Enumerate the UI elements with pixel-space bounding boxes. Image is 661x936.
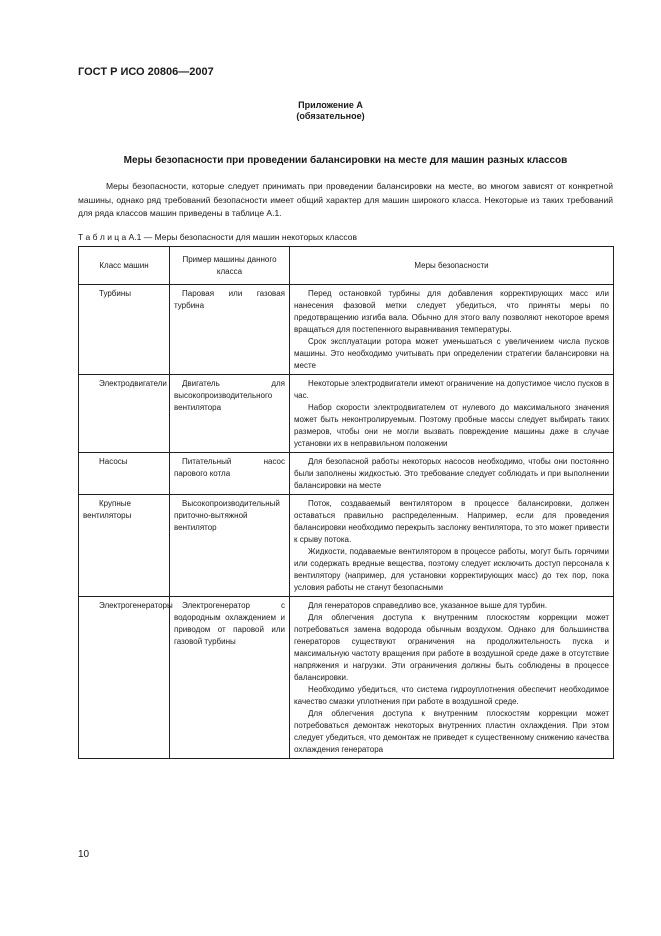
table-row — [79, 453, 614, 495]
table-header-row — [79, 247, 614, 285]
machine-class-cell: Электрогенераторы — [79, 597, 170, 759]
measure-paragraph: Некоторые электродвигатели имеют ограничение на допустимое число пусков в час. — [294, 379, 609, 400]
measure-paragraph: Для генераторов справедливо все, указанное выше для турбин. — [308, 601, 548, 610]
header-machine-example: Пример машины данного класса — [170, 247, 290, 285]
section-title: Меры безопасности при проведении балансировки на месте для машин разных классов — [123, 155, 568, 166]
safety-measures-cell — [290, 597, 614, 759]
machine-class-cell: Электродвигатели — [79, 375, 170, 453]
measure-paragraph: Набор скорости электродвигателем от нулевого до максимального значения может быть неконтролируемым. Поэтому пробные массы следует выбирать таких размеров, чтобы они не могли вызвать повреждение машины даже в случае установки их в неправильном положении — [294, 403, 609, 448]
machine-class-cell: Насосы — [79, 453, 170, 495]
safety-measures-cell — [290, 453, 614, 495]
measure-paragraph: Перед остановкой турбины для добавления корректирующих масс или нанесения фазовой метки следует убедиться, что приняты меры по предотвращению изгиба вала. Обычно для этого валу позволяют некоторое время вращаться для постепенного выравнивания температуры. — [294, 289, 609, 334]
table-row — [79, 597, 614, 759]
machine-example-cell: Паровая или газовая турбина — [170, 285, 290, 375]
table-row — [79, 285, 614, 375]
machine-example-cell: Электрогенератор с водородным охлаждением и приводом от паровой или газовой турбины — [170, 597, 290, 759]
measure-paragraph: Срок эксплуатации ротора может уменьшаться с увеличением числа пусков машины. Это необходимо учитывать при определении стратегии балансировки на месте — [294, 337, 609, 370]
measure-paragraph: Для облегчения доступа к внутренним плоскостям коррекции может потребоваться демонтаж некоторых внутренних пластин охлаждения. При этом следует убедиться, что демонтаж не приведет к существенному снижению качества охлаждения генератора — [294, 709, 609, 754]
annex-status: (обязательное) — [296, 111, 365, 121]
annex-title: Приложение А — [298, 100, 363, 110]
header-machine-class: Класс машин — [79, 247, 170, 285]
page-number: 10 — [78, 849, 90, 860]
machine-example-cell: Высокопроизводительный приточно-вытяжной вентилятор — [170, 495, 290, 597]
safety-measures-cell — [290, 375, 614, 453]
table-row — [79, 495, 614, 597]
standard-designation: ГОСТ Р ИСО 20806—2007 — [78, 66, 214, 78]
machine-class-cell: Турбины — [79, 285, 170, 375]
measure-paragraph: Для безопасной работы некоторых насосов необходимо, чтобы они постоянно были заполнены жидкостью. Это требование следует соблюдать и при выполнении балансировки на месте — [294, 457, 609, 490]
measure-paragraph: Для облегчения доступа к внутренним плоскостям коррекции может потребоваться замена водорода обычным воздухом. Однако для большинства генераторов существуют ограничения на продолжительность пуска и максимальную частоту вращения при работе в воздушной среде даже в отсутствие напряжения и нагрузки. Эти ограничения должны быть соблюдены в процессе балансировки. — [294, 613, 609, 682]
machine-example-cell: Двигатель для высокопроизводительного вентилятора — [170, 375, 290, 453]
table-row — [79, 375, 614, 453]
intro-paragraph: Меры безопасности, которые следует принимать при проведении балансировки на месте, во многом зависят от конкретной машины, однако ряд требований безопасности имеет общий характер для машин широкого класса. Некоторые из таких требований для ряда классов машин приведены в таблице А.1. — [78, 181, 613, 218]
measure-paragraph: Необходимо убедиться, что система гидроуплотнения обеспечит необходимое качество смазки уплотнения при работе в воздушной среде. — [294, 685, 609, 706]
measure-paragraph: Жидкости, подаваемые вентилятором в процессе работы, могут быть горячими или содержать вредные вещества, поэтому следует исключить доступ персонала к вентилятору (например, для установки корректирующих масс) до тех пор, пока условия работы не станут безопасными — [294, 547, 609, 592]
machine-example-cell: Питательный насос парового котла — [170, 453, 290, 495]
measure-paragraph: Поток, создаваемый вентилятором в процессе балансировки, должен оставаться правильно распределенным. Например, если для проведения балансировки необходимо перекрыть заслонку вентилятора, то это может привести к срыву потока. — [294, 499, 609, 544]
safety-measures-table — [78, 246, 614, 759]
header-safety-measures: Меры безопасности — [290, 247, 614, 285]
table-caption: Т а б л и ц а А.1 — Меры безопасности для машин некоторых классов — [78, 232, 357, 242]
machine-class-cell: Крупные вентиляторы — [79, 495, 170, 597]
safety-measures-cell — [290, 285, 614, 375]
safety-measures-cell — [290, 495, 614, 597]
